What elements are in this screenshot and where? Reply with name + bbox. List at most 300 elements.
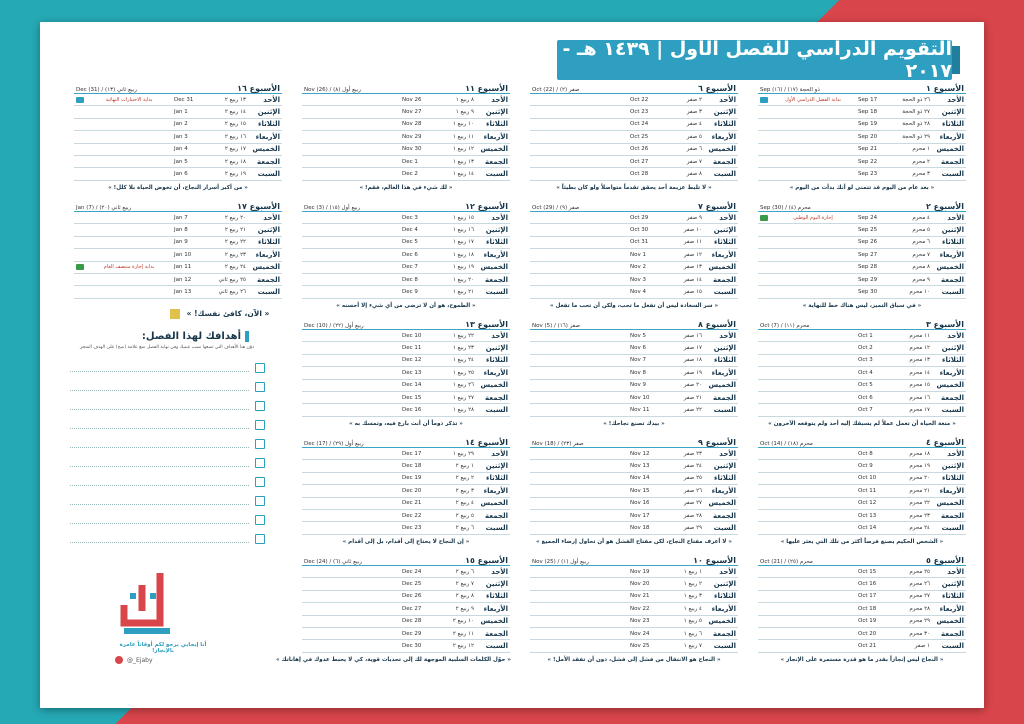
- day-name: الأربعاء: [939, 486, 964, 495]
- day-row: [530, 94, 738, 106]
- hijri-date: ٨ صفر: [686, 171, 702, 178]
- goal-row: [70, 381, 265, 393]
- day-row: [74, 168, 282, 180]
- day-name: الثلاثاء: [485, 356, 508, 365]
- week-quote: « النجاح ليس إنجازاً بقدر ما هو قدرة مستمرة على الإنجاز »: [780, 657, 944, 663]
- week-table: [758, 84, 966, 182]
- gregorian-date: Dec 15: [402, 394, 422, 401]
- week-table: [758, 438, 966, 536]
- hijri-date: ٢٢ محرم: [909, 500, 930, 507]
- gregorian-date: Nov 20: [630, 581, 650, 588]
- day-name: الأربعاء: [711, 368, 736, 377]
- gregorian-date: Sep 30: [858, 289, 878, 296]
- gregorian-date: Nov 6: [630, 345, 646, 352]
- week-date-range: Nov (26) / (٨) ربيع أول: [304, 87, 361, 93]
- day-name: الأحد: [491, 213, 508, 222]
- event-flag-icon: [76, 97, 84, 103]
- day-name: الأحد: [719, 95, 736, 104]
- day-row: [530, 237, 738, 249]
- week-header: [758, 320, 966, 330]
- hijri-date: ٩ محرم: [912, 276, 930, 283]
- gregorian-date: Dec 31: [174, 96, 194, 103]
- hijri-date: ٢٢ ربيع ١: [452, 332, 474, 339]
- day-row: [74, 286, 282, 298]
- hijri-date: ٢٨ ذو الحجة: [902, 121, 930, 128]
- day-row: [758, 274, 966, 286]
- week-date-range: Nov (5) / (١٦) صفر: [532, 323, 581, 329]
- gregorian-date: Dec 19: [402, 475, 422, 482]
- day-name: الإثنين: [485, 580, 508, 589]
- hijri-date: ٦ ربيع ٢: [455, 525, 474, 532]
- gregorian-date: Oct 1: [858, 332, 873, 339]
- day-name: الثلاثاء: [485, 592, 508, 601]
- day-row: [530, 404, 738, 416]
- day-row: [758, 342, 966, 354]
- day-name: الأربعاء: [939, 250, 964, 259]
- day-name: الخميس: [708, 263, 736, 272]
- goal-write-line[interactable]: [70, 421, 249, 429]
- day-name: الإثنين: [941, 344, 964, 353]
- hijri-date: ١٢ صفر: [683, 251, 702, 258]
- day-row: [530, 640, 738, 652]
- calendar-sheet: [40, 22, 984, 708]
- day-row: [302, 355, 510, 367]
- day-name: الجمعة: [941, 157, 964, 166]
- week-quote: « إن النجاح لا يحتاج إلى أقدام، بل إلى أقدام »: [342, 539, 470, 545]
- day-name: الجمعة: [713, 629, 736, 638]
- day-row: [758, 131, 966, 143]
- week-label: الأسبوع ٧: [698, 202, 736, 211]
- goal-checkbox[interactable]: [255, 363, 265, 373]
- day-name: الأحد: [947, 567, 964, 576]
- day-row: [758, 522, 966, 534]
- day-name: الخميس: [708, 617, 736, 626]
- day-row: [302, 578, 510, 590]
- day-name: الجمعة: [485, 393, 508, 402]
- day-row: [302, 616, 510, 628]
- gregorian-date: Oct 26: [630, 146, 649, 153]
- day-row: [758, 367, 966, 379]
- day-name: الثلاثاء: [713, 592, 736, 601]
- gregorian-date: Sep 20: [858, 133, 878, 140]
- event-flag-icon: [760, 97, 768, 103]
- day-name: الأحد: [263, 213, 280, 222]
- gregorian-date: Nov 23: [630, 618, 650, 625]
- hijri-date: ٣ ربيع ٢: [455, 487, 474, 494]
- gregorian-date: Oct 25: [630, 133, 649, 140]
- week-label: الأسبوع ١١: [465, 84, 508, 93]
- day-row: [758, 473, 966, 485]
- gregorian-date: Nov 30: [402, 146, 422, 153]
- goal-write-line[interactable]: [70, 440, 249, 448]
- gregorian-date: Dec 26: [402, 593, 422, 600]
- goal-write-line[interactable]: [70, 383, 249, 391]
- gregorian-date: Jan 6: [174, 171, 188, 178]
- hijri-date: ١٤ صفر: [683, 276, 702, 283]
- day-name: الثلاثاء: [941, 238, 964, 247]
- gregorian-date: Dec 24: [402, 568, 422, 575]
- hijri-date: ٢٤ محرم: [909, 525, 930, 532]
- day-name: الإثنين: [713, 344, 736, 353]
- hijri-date: ١٧ صفر: [683, 345, 702, 352]
- week-header: [302, 202, 510, 212]
- day-row: [758, 262, 966, 274]
- day-row: [302, 603, 510, 615]
- day-row: [758, 510, 966, 522]
- gregorian-date: Oct 13: [858, 512, 877, 519]
- goal-write-line[interactable]: [70, 497, 249, 505]
- hijri-date: ٩ ربيع ١: [455, 109, 474, 116]
- gregorian-date: Oct 6: [858, 394, 873, 401]
- gregorian-date: Dec 11: [402, 345, 422, 352]
- day-row: [758, 106, 966, 118]
- week-label: الأسبوع ٨: [698, 320, 736, 329]
- hijri-date: ١٣ محرم: [909, 357, 930, 364]
- goal-checkbox[interactable]: [255, 382, 265, 392]
- gregorian-date: Nov 24: [630, 630, 650, 637]
- hijri-date: ١٦ ربيع ٢: [224, 133, 246, 140]
- event-flag-icon: [76, 264, 84, 270]
- hijri-date: ١٩ صفر: [683, 369, 702, 376]
- day-row: [758, 330, 966, 342]
- day-row: [530, 616, 738, 628]
- day-row: [302, 380, 510, 392]
- day-name: الثلاثاء: [485, 238, 508, 247]
- hijri-date: ٩ ربيع ٢: [455, 605, 474, 612]
- hijri-date: ٨ محرم: [912, 264, 930, 271]
- gregorian-date: Oct 16: [858, 581, 877, 588]
- week-label: الأسبوع ٦: [698, 84, 736, 93]
- week-header: [74, 202, 282, 212]
- goal-checkbox[interactable]: [255, 458, 265, 468]
- hijri-date: ١٥ محرم: [909, 382, 930, 389]
- day-name: السبت: [713, 288, 736, 297]
- hijri-date: ٤ ربيع ٢: [455, 500, 474, 507]
- week-header: [530, 556, 738, 566]
- day-name: الجمعة: [485, 629, 508, 638]
- week-quote: « بعد عام من اليوم قد تتمنى لو أنك بدأت من اليوم »: [789, 185, 935, 191]
- gregorian-date: Jan 4: [174, 146, 188, 153]
- day-row: [530, 522, 738, 534]
- day-row: [302, 566, 510, 578]
- day-name: الخميس: [708, 499, 736, 508]
- hijri-date: ٧ محرم: [912, 251, 930, 258]
- gregorian-date: Oct 22: [630, 96, 649, 103]
- day-row: [74, 212, 282, 224]
- day-row: [758, 355, 966, 367]
- week-table: [74, 84, 282, 182]
- day-name: الخميس: [480, 617, 508, 626]
- week-quote: « لا أعرف مفتاح النجاح، لكن مفتاح الفشل هو أن تحاول إرضاء الجميع »: [536, 539, 732, 545]
- goal-row: [70, 514, 265, 526]
- week-quote: « في سباق التميز، ليس هناك خط للنهاية »: [802, 303, 922, 309]
- day-name: الجمعة: [485, 275, 508, 284]
- week-table: [530, 320, 738, 418]
- goal-write-line[interactable]: [70, 459, 249, 467]
- day-row: [530, 274, 738, 286]
- day-name: الجمعة: [257, 157, 280, 166]
- week-date-range: Dec (17) / (٢٩) ربيع أول: [304, 441, 364, 447]
- day-name: الأحد: [947, 449, 964, 458]
- week-quote: « سر السعادة ليس أن تفعل ما تحب، ولكن أن تحب ما تفعل »: [549, 303, 719, 309]
- event-flag-icon: [760, 215, 768, 221]
- hijri-date: ٢٩ ربيع ١: [452, 450, 474, 457]
- gregorian-date: Oct 2: [858, 345, 873, 352]
- hijri-date: ١٧ ربيع ١: [452, 239, 474, 246]
- day-row: [74, 144, 282, 156]
- goal-checkbox[interactable]: [255, 420, 265, 430]
- hijri-date: ٢٠ محرم: [909, 475, 930, 482]
- day-row: [302, 249, 510, 261]
- day-name: الخميس: [708, 145, 736, 154]
- day-name: الثلاثاء: [713, 120, 736, 129]
- week-label: الأسبوع ١٤: [465, 438, 508, 447]
- day-row: [302, 237, 510, 249]
- gregorian-date: Oct 23: [630, 109, 649, 116]
- goal-checkbox[interactable]: [255, 515, 265, 525]
- gregorian-date: Nov 9: [630, 382, 646, 389]
- gregorian-date: Oct 7: [858, 407, 873, 414]
- goal-write-line[interactable]: [70, 516, 249, 524]
- hijri-date: ٢١ صفر: [683, 394, 702, 401]
- day-name: الإثنين: [257, 226, 280, 235]
- day-name: الأحد: [263, 95, 280, 104]
- hijri-date: ١٩ محرم: [909, 463, 930, 470]
- day-row: [758, 286, 966, 298]
- day-row: [74, 274, 282, 286]
- day-name: الخميس: [708, 381, 736, 390]
- gregorian-date: Dec 23: [402, 525, 422, 532]
- day-name: الإثنين: [485, 226, 508, 235]
- hijri-date: ١٨ ربيع ٢: [224, 158, 246, 165]
- day-name: الثلاثاء: [941, 474, 964, 483]
- hijri-date: ٢٦ صفر: [683, 487, 702, 494]
- hijri-date: ٢٣ محرم: [909, 512, 930, 519]
- day-name: الأحد: [719, 567, 736, 576]
- gregorian-date: Dec 27: [402, 605, 422, 612]
- day-row: [302, 286, 510, 298]
- day-row: [758, 168, 966, 180]
- goal-checkbox[interactable]: [255, 439, 265, 449]
- hijri-date: ١ محرم: [912, 146, 930, 153]
- day-row: [758, 224, 966, 236]
- week-table: [758, 320, 966, 418]
- gregorian-date: Nov 10: [630, 394, 650, 401]
- day-row: [74, 262, 282, 274]
- day-row: [758, 566, 966, 578]
- hijri-date: ٢ ربيع ٢: [455, 475, 474, 482]
- day-row: [302, 131, 510, 143]
- gregorian-date: Nov 16: [630, 500, 650, 507]
- day-name: الثلاثاء: [257, 238, 280, 247]
- day-name: الخميس: [936, 145, 964, 154]
- day-row: [74, 119, 282, 131]
- day-row: [302, 94, 510, 106]
- reward-text: « الآن، كافئ نفسك! »: [186, 309, 270, 318]
- day-row: [530, 498, 738, 510]
- day-name: السبت: [485, 170, 508, 179]
- day-name: الخميس: [480, 381, 508, 390]
- hijri-date: ٧ ربيع ٢: [455, 581, 474, 588]
- week-header: [530, 202, 738, 212]
- goal-write-line[interactable]: [70, 364, 249, 372]
- gregorian-date: Oct 14: [858, 525, 877, 532]
- day-name: السبت: [485, 642, 508, 651]
- week-table: [302, 84, 510, 182]
- week-header: [530, 320, 738, 330]
- gregorian-date: Dec 3: [402, 214, 418, 221]
- hijri-date: ١٣ ربيع ١: [452, 158, 474, 165]
- gregorian-date: Nov 27: [402, 109, 422, 116]
- gregorian-date: Oct 5: [858, 382, 873, 389]
- gregorian-date: Sep 27: [858, 251, 878, 258]
- week-table: [758, 556, 966, 654]
- hijri-date: ٢٥ محرم: [909, 568, 930, 575]
- day-name: الإثنين: [713, 580, 736, 589]
- day-row: [758, 640, 966, 652]
- week-date-range: Dec (31) / (١٣) ربيع ثاني: [76, 87, 137, 93]
- hijri-date: ٢٨ محرم: [909, 605, 930, 612]
- gregorian-date: Nov 14: [630, 475, 650, 482]
- gregorian-date: Dec 28: [402, 618, 422, 625]
- hijri-date: ٦ ربيع ٢: [455, 568, 474, 575]
- goal-write-line[interactable]: [70, 535, 249, 543]
- week-quote: « الشخص الحكيم يصنع فرصاً أكثر من تلك التي يعثر عليها »: [780, 539, 944, 545]
- day-name: الأربعاء: [711, 250, 736, 259]
- hijri-date: ٢٩ محرم: [909, 618, 930, 625]
- hijri-date: ٢١ ربيع ١: [452, 289, 474, 296]
- week-table: [74, 202, 282, 300]
- hijri-date: ١٠ ربيع ٢: [452, 618, 474, 625]
- gregorian-date: Dec 8: [402, 276, 418, 283]
- week-quote: « متعة الحياة أن تعمل عملاً لم يسبقك إليه أحد ولم يتوقعه الآخرون »: [768, 421, 956, 427]
- gregorian-date: Dec 21: [402, 500, 422, 507]
- week-header: [302, 320, 510, 330]
- day-name: الأربعاء: [483, 368, 508, 377]
- week-date-range: Dec (24) / (٦) ربيع ثاني: [304, 559, 362, 565]
- day-row: [530, 106, 738, 118]
- gregorian-date: Nov 28: [402, 121, 422, 128]
- day-name: السبت: [257, 170, 280, 179]
- gregorian-date: Dec 20: [402, 487, 422, 494]
- day-row: [74, 156, 282, 168]
- hijri-date: ٢٦ ربيع ثاني: [218, 289, 246, 296]
- hijri-date: ٨ ربيع ٢: [455, 593, 474, 600]
- week-header: [758, 84, 966, 94]
- day-row: [74, 237, 282, 249]
- hijri-date: ٥ ربيع ١: [683, 618, 702, 625]
- hijri-date: ١٣ ربيع ٢: [224, 96, 246, 103]
- hijri-date: ٤ صفر: [686, 121, 702, 128]
- day-name: الثلاثاء: [941, 356, 964, 365]
- goal-checkbox[interactable]: [255, 401, 265, 411]
- week-quote: « من أكبر أسرار النجاح، أن تخوض الحياة بلا كلل! »: [108, 185, 248, 191]
- day-name: الأربعاء: [255, 250, 280, 259]
- gregorian-date: Dec 6: [402, 251, 418, 258]
- day-row: [758, 392, 966, 404]
- day-name: الخميس: [936, 499, 964, 508]
- hijri-date: ٣ محرم: [912, 171, 930, 178]
- hijri-date: ٢٦ ربيع ١: [452, 382, 474, 389]
- gregorian-date: Sep 22: [858, 158, 878, 165]
- gregorian-date: Nov 4: [630, 289, 646, 296]
- day-row: [758, 404, 966, 416]
- week-date-range: Sep (١٦) / (١٧) ذو الحجة: [760, 87, 820, 93]
- gregorian-date: Nov 12: [630, 450, 650, 457]
- hijri-date: ٢ محرم: [912, 158, 930, 165]
- day-name: الخميس: [936, 263, 964, 272]
- week-table: [302, 320, 510, 418]
- hijri-date: ١٦ صفر: [683, 332, 702, 339]
- goal-checkbox[interactable]: [255, 534, 265, 544]
- day-row: [530, 460, 738, 472]
- reward-icon: [170, 309, 180, 319]
- day-name: الجمعة: [941, 511, 964, 520]
- goal-write-line[interactable]: [70, 402, 249, 410]
- day-row: [530, 392, 738, 404]
- day-row: [758, 578, 966, 590]
- goal-checkbox[interactable]: [255, 477, 265, 487]
- hijri-date: ٢٦ ذو الحجة: [902, 96, 930, 103]
- day-name: السبت: [713, 406, 736, 415]
- day-row: [302, 392, 510, 404]
- gregorian-date: Dec 1: [402, 158, 418, 165]
- gregorian-date: Nov 21: [630, 593, 650, 600]
- hijri-date: ١٢ محرم: [909, 345, 930, 352]
- day-row: [302, 498, 510, 510]
- week-label: الأسبوع ١٥: [465, 556, 508, 565]
- gregorian-date: Sep 17: [858, 96, 878, 103]
- gregorian-date: Dec 5: [402, 239, 418, 246]
- week-label: الأسبوع ١٦: [237, 84, 280, 93]
- day-row: [530, 603, 738, 615]
- gregorian-date: Dec 10: [402, 332, 422, 339]
- hijri-date: ٢٤ ربيع ٢: [224, 264, 246, 271]
- day-name: الإثنين: [485, 344, 508, 353]
- day-row: [530, 473, 738, 485]
- gregorian-date: Jan 7: [174, 214, 188, 221]
- day-name: الإثنين: [713, 462, 736, 471]
- day-name: الأربعاء: [711, 132, 736, 141]
- hijri-date: ٢٧ محرم: [909, 593, 930, 600]
- goal-checkbox[interactable]: [255, 496, 265, 506]
- day-name: الأربعاء: [939, 368, 964, 377]
- day-row: [74, 224, 282, 236]
- day-event-note: بداية إجازة منتصف العام: [103, 264, 155, 271]
- hijri-date: ١١ ربيع ٢: [452, 630, 474, 637]
- day-row: [302, 212, 510, 224]
- week-table: [302, 556, 510, 654]
- day-name: الجمعة: [713, 393, 736, 402]
- day-row: [74, 106, 282, 118]
- gregorian-date: Sep 26: [858, 239, 878, 246]
- day-row: [758, 380, 966, 392]
- day-row: [302, 473, 510, 485]
- gregorian-date: Nov 17: [630, 512, 650, 519]
- week-quote: « لك شيء في هذا العالم، فقم! »: [359, 185, 453, 191]
- gregorian-date: Dec 22: [402, 512, 422, 519]
- day-row: [530, 566, 738, 578]
- hijri-date: ٢ ربيع ١: [683, 581, 702, 588]
- gregorian-date: Jan 8: [174, 227, 188, 234]
- goal-write-line[interactable]: [70, 478, 249, 486]
- hijri-date: ٥ محرم: [912, 227, 930, 234]
- goal-row: [70, 476, 265, 488]
- day-name: الإثنين: [941, 462, 964, 471]
- week-header: [302, 556, 510, 566]
- week-date-range: Oct (14) / (١٨) محرم: [760, 441, 813, 447]
- day-row: [758, 485, 966, 497]
